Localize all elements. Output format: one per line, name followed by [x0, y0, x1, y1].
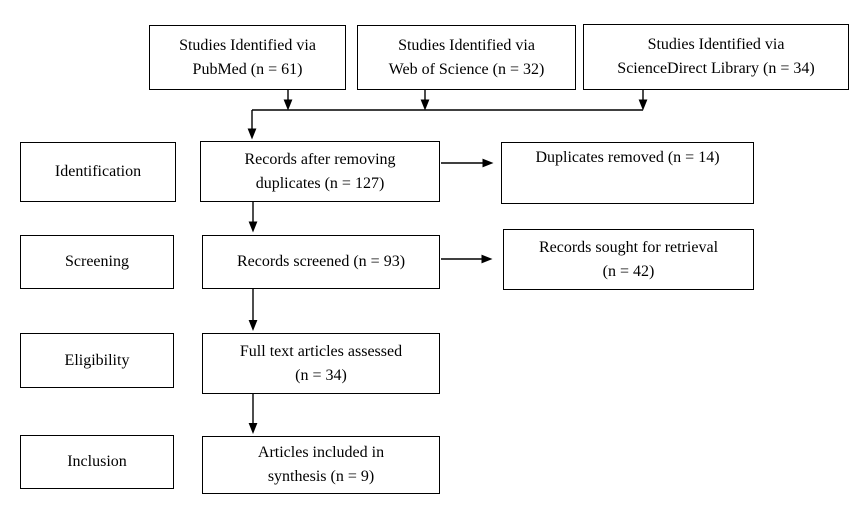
phase-label-text: Eligibility: [64, 351, 130, 369]
source-box-web-of-science: [357, 25, 576, 90]
side-box-records-sought: [503, 229, 754, 290]
phase-label-text: Screening: [65, 253, 129, 270]
source-box-text-line: Studies Identified via: [398, 36, 535, 54]
phase-label-identification: [20, 142, 176, 202]
arrow-records-to-duplicates-icon: [441, 159, 494, 168]
phase-label-screening: [20, 235, 174, 289]
flow-box-text-line: Records screened (n = 93): [236, 253, 406, 270]
phase-label-inclusion: [20, 435, 174, 489]
arrow-bus-to-records-icon: [248, 110, 257, 140]
flow-box-articles-included: [202, 436, 440, 494]
source-box-text-line: PubMed (n = 61): [192, 60, 303, 78]
source-box-pubmed: [149, 25, 346, 90]
flow-box-text-line: Articles included in: [257, 444, 385, 461]
flow-box-fulltext-assessed: [202, 333, 440, 394]
flow-box-records-after-duplicates: [200, 141, 440, 202]
source-box-text-line: ScienceDirect Library (n = 34): [617, 60, 815, 77]
arrow-pubmed-down-icon: [284, 90, 293, 111]
arrow-sciencedirect-down-icon: [639, 90, 648, 111]
phase-label-eligibility: [20, 333, 174, 388]
source-box-text-line: Studies Identified via: [647, 36, 785, 53]
flow-box-text-line: Full text articles assessed: [239, 342, 403, 360]
flow-box-text-line: Records after removing: [244, 150, 396, 168]
flow-box-text-line: (n = 34): [295, 366, 347, 384]
side-box-text-line: Records sought for retrieval: [538, 238, 719, 256]
source-box-text-line: Web of Science (n = 32): [388, 60, 545, 78]
phase-label-text: Identification: [54, 163, 142, 180]
flow-box-text-line: duplicates (n = 127): [255, 174, 385, 192]
arrow-screened-to-fulltext-icon: [249, 289, 258, 331]
side-box-text-line: (n = 42): [602, 262, 655, 280]
phase-label-text: Inclusion: [67, 453, 127, 470]
arrow-screened-to-sought-icon: [441, 255, 493, 264]
side-box-duplicates-removed: [501, 142, 754, 204]
flow-box-text-line: synthesis (n = 9): [267, 468, 375, 485]
arrow-webofscience-down-icon: [421, 89, 430, 111]
arrow-records-to-screened-icon: [249, 202, 258, 233]
side-box-text-line: Duplicates removed (n = 14): [535, 149, 720, 166]
arrow-fulltext-to-included-icon: [249, 394, 258, 434]
source-box-text-line: Studies Identified via: [179, 36, 316, 54]
flow-box-records-screened: [202, 235, 440, 289]
source-box-sciencedirect: [583, 24, 849, 90]
